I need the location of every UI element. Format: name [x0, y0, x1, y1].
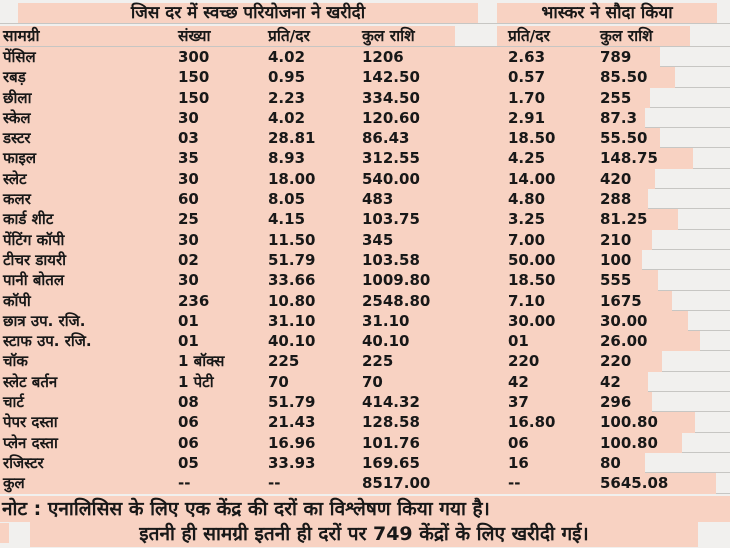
table-body	[0, 47, 730, 494]
row-highlight	[0, 47, 660, 67]
cell-total-project: 345	[362, 230, 394, 249]
cell-rate-bhaskar: 3.25	[508, 210, 546, 229]
cell-material: पेपर दस्ता	[3, 413, 58, 432]
table-row	[0, 412, 730, 432]
cell-rate-project: 11.50	[268, 230, 316, 249]
cell-material: चॉक	[3, 352, 28, 371]
group-header-row	[0, 3, 730, 24]
cell-rate-bhaskar: 220	[508, 352, 540, 371]
col-header-qty: संख्या	[178, 27, 211, 45]
cell-material: कलर	[3, 190, 31, 209]
cell-rate-project: 4.02	[268, 108, 306, 127]
col-header-rate-bhaskar: प्रति/दर	[508, 27, 550, 45]
row-highlight	[0, 372, 648, 392]
row-highlight	[0, 88, 650, 108]
table-row	[0, 88, 730, 108]
row-highlight	[0, 67, 675, 87]
row-highlight	[0, 209, 678, 229]
cell-rate-bhaskar: 37	[508, 393, 529, 412]
cell-material: डस्टर	[3, 129, 31, 148]
row-highlight	[0, 311, 688, 331]
cell-rate-project: 16.96	[268, 433, 316, 452]
cell-material: स्टाफ उप. रजि.	[3, 332, 92, 351]
cell-total-bhaskar: 55.50	[600, 129, 648, 148]
cell-rate-project: 40.10	[268, 332, 316, 351]
row-highlight	[0, 291, 672, 311]
cell-rate-project: 51.79	[268, 250, 316, 269]
cell-rate-bhaskar: 18.50	[508, 129, 556, 148]
cell-qty: 02	[178, 250, 199, 269]
row-highlight	[0, 453, 645, 473]
cell-material: प्लेन दस्ता	[3, 433, 58, 452]
cell-total-project: 540.00	[362, 169, 420, 188]
table-row	[0, 148, 730, 168]
cell-qty: 08	[178, 393, 199, 412]
table-row	[0, 108, 730, 128]
row-highlight	[0, 270, 658, 290]
group-header-bhaskar: भास्कर ने सौदा किया	[541, 3, 673, 23]
row-highlight	[0, 148, 693, 168]
cell-total-project: 128.58	[362, 413, 420, 432]
cell-total-project: 86.43	[362, 129, 410, 148]
cell-qty: --	[178, 474, 191, 493]
cell-total-bhaskar: 85.50	[600, 68, 648, 87]
cell-material: स्केल	[3, 108, 31, 127]
cell-total-project: 31.10	[362, 311, 410, 330]
cell-rate-bhaskar: 7.10	[508, 291, 546, 310]
cell-total-bhaskar: 555	[600, 271, 632, 290]
cell-rate-bhaskar: 18.50	[508, 271, 556, 290]
cell-material: रबड़	[3, 68, 26, 87]
cell-material: पेंसिल	[3, 48, 36, 66]
cell-rate-bhaskar: 06	[508, 433, 529, 452]
cell-rate-project: 18.00	[268, 169, 316, 188]
cell-rate-project: 8.93	[268, 149, 306, 168]
table-row	[0, 128, 730, 148]
cell-qty: 06	[178, 413, 199, 432]
cell-qty: 30	[178, 230, 199, 249]
cell-rate-project: 225	[268, 352, 300, 371]
footer-note	[0, 496, 730, 547]
cell-qty: 1 बॉक्स	[178, 352, 225, 371]
cell-total-bhaskar: 100.80	[600, 433, 658, 452]
cell-total-project: 1206	[362, 48, 404, 66]
table-row	[0, 473, 730, 493]
cell-total-project: 334.50	[362, 88, 420, 107]
cell-qty: 30	[178, 169, 199, 188]
table-row	[0, 169, 730, 189]
cell-total-project: 1009.80	[362, 271, 431, 290]
cell-total-bhaskar: 210	[600, 230, 632, 249]
cell-rate-project: 4.02	[268, 48, 306, 66]
note-line-2: इतनी ही सामग्री इतनी ही दरों पर 749 केंद्रों के लिए खरीदी गई।	[30, 522, 698, 547]
cell-material: पानी बोतल	[3, 271, 65, 290]
cell-rate-bhaskar: 16	[508, 453, 529, 472]
cell-total-project: 70	[362, 372, 383, 391]
row-highlight	[0, 412, 695, 432]
cell-rate-bhaskar: --	[508, 474, 521, 493]
cell-rate-bhaskar: 50.00	[508, 250, 556, 269]
cell-total-project: 103.58	[362, 250, 420, 269]
cell-total-bhaskar: 420	[600, 169, 632, 188]
table-row	[0, 47, 730, 67]
cell-rate-bhaskar: 42	[508, 372, 529, 391]
cell-rate-bhaskar: 4.80	[508, 190, 546, 209]
cell-rate-bhaskar: 0.57	[508, 68, 546, 87]
cell-total-bhaskar: 148.75	[600, 149, 658, 168]
table-row	[0, 230, 730, 250]
cell-qty: 03	[178, 129, 199, 148]
row-highlight	[0, 128, 660, 148]
cell-qty: 60	[178, 190, 199, 209]
cell-total-bhaskar: 30.00	[600, 311, 648, 330]
cell-qty: 30	[178, 108, 199, 127]
row-highlight	[0, 169, 655, 189]
cell-total-bhaskar: 100.80	[600, 413, 658, 432]
cell-rate-project: 2.23	[268, 88, 306, 107]
cell-material: कॉपी	[3, 291, 31, 310]
purchase-comparison-table	[0, 3, 730, 494]
col-header-total-project: कुल राशि	[362, 27, 415, 45]
cell-rate-project: --	[268, 474, 281, 493]
row-highlight	[0, 331, 700, 351]
col-header-material: सामग्री	[3, 27, 40, 45]
cell-material: रजिस्टर	[3, 453, 44, 472]
cell-rate-bhaskar: 2.63	[508, 48, 546, 66]
row-highlight	[0, 433, 682, 453]
cell-total-project: 312.55	[362, 149, 420, 168]
cell-rate-project: 10.80	[268, 291, 316, 310]
cell-total-bhaskar: 87.3	[600, 108, 638, 127]
table-row	[0, 351, 730, 371]
cell-total-project: 483	[362, 190, 394, 209]
cell-total-bhaskar: 1675	[600, 291, 642, 310]
cell-material: स्लेट	[3, 169, 27, 188]
cell-rate-bhaskar: 14.00	[508, 169, 556, 188]
cell-total-bhaskar: 42	[600, 372, 621, 391]
cell-rate-bhaskar: 16.80	[508, 413, 556, 432]
table-row	[0, 453, 730, 473]
cell-rate-bhaskar: 30.00	[508, 311, 556, 330]
cell-qty: 1 पेटी	[178, 372, 214, 391]
cell-total-project: 142.50	[362, 68, 420, 87]
cell-total-project: 103.75	[362, 210, 420, 229]
cell-qty: 236	[178, 291, 210, 310]
cell-total-project: 40.10	[362, 332, 410, 351]
cell-material: कार्ड शीट	[3, 210, 54, 229]
table-row	[0, 392, 730, 412]
cell-total-bhaskar: 220	[600, 352, 632, 371]
cell-material: कुल	[3, 474, 25, 493]
cell-total-bhaskar: 80	[600, 453, 621, 472]
table-row	[0, 209, 730, 229]
cell-total-bhaskar: 296	[600, 393, 632, 412]
cell-total-project: 8517.00	[362, 474, 431, 493]
cell-rate-project: 0.95	[268, 68, 306, 87]
row-highlight	[0, 230, 652, 250]
table-row	[0, 331, 730, 351]
cell-total-project: 414.32	[362, 393, 420, 412]
note-line-1: नोट : एनालिसिस के लिए एक केंद्र की दरों का विश्लेषण किया गया है।	[0, 496, 730, 522]
table-row	[0, 311, 730, 331]
cell-material: पेंटिंग कॉपी	[3, 230, 65, 249]
cell-total-project: 225	[362, 352, 394, 371]
cell-qty: 150	[178, 88, 210, 107]
cell-rate-project: 8.05	[268, 190, 306, 209]
cell-total-bhaskar: 288	[600, 190, 632, 209]
cell-qty: 25	[178, 210, 199, 229]
cell-rate-bhaskar: 2.91	[508, 108, 546, 127]
row-highlight	[0, 189, 648, 209]
cell-total-bhaskar: 26.00	[600, 332, 648, 351]
row-highlight	[0, 108, 645, 128]
cell-total-project: 2548.80	[362, 291, 431, 310]
cell-rate-project: 4.15	[268, 210, 306, 229]
row-highlight	[0, 392, 652, 412]
cell-total-project: 169.65	[362, 453, 420, 472]
table-row	[0, 433, 730, 453]
cell-rate-bhaskar: 1.70	[508, 88, 546, 107]
column-header-row	[0, 26, 730, 47]
row-highlight	[0, 351, 662, 371]
cell-qty: 300	[178, 48, 210, 66]
cell-rate-project: 51.79	[268, 393, 316, 412]
cell-material: स्लेट बर्तन	[3, 372, 58, 391]
group-header-project: जिस दर में स्वच्छ परियोजना ने खरीदी	[130, 3, 366, 23]
cell-total-project: 120.60	[362, 108, 420, 127]
cell-qty: 06	[178, 433, 199, 452]
table-row	[0, 67, 730, 87]
cell-rate-project: 33.93	[268, 453, 316, 472]
cell-qty: 150	[178, 68, 210, 87]
cell-total-bhaskar: 789	[600, 48, 632, 66]
cell-qty: 01	[178, 311, 199, 330]
cell-qty: 05	[178, 453, 199, 472]
cell-qty: 35	[178, 149, 199, 168]
cell-material: चार्ट	[3, 393, 24, 412]
cell-rate-bhaskar: 7.00	[508, 230, 546, 249]
table-row	[0, 372, 730, 392]
col-header-rate-project: प्रति/दर	[268, 27, 310, 45]
col-header-total-bhaskar: कुल राशि	[600, 27, 653, 45]
table-row	[0, 291, 730, 311]
table-row	[0, 250, 730, 270]
cell-qty: 01	[178, 332, 199, 351]
cell-qty: 30	[178, 271, 199, 290]
cell-rate-bhaskar: 4.25	[508, 149, 546, 168]
cell-material: टीचर डायरी	[3, 250, 66, 269]
note-left-sliver	[0, 523, 9, 543]
cell-total-bhaskar: 255	[600, 88, 632, 107]
cell-total-bhaskar: 81.25	[600, 210, 648, 229]
cell-rate-project: 33.66	[268, 271, 316, 290]
cell-total-bhaskar: 5645.08	[600, 474, 669, 493]
cell-total-project: 101.76	[362, 433, 420, 452]
cell-rate-project: 70	[268, 372, 289, 391]
cell-rate-project: 28.81	[268, 129, 316, 148]
table-row	[0, 189, 730, 209]
cell-material: फाइल	[3, 149, 36, 168]
cell-total-bhaskar: 100	[600, 250, 632, 269]
table-row	[0, 270, 730, 290]
cell-rate-project: 31.10	[268, 311, 316, 330]
cell-material: छीला	[3, 88, 32, 107]
cell-material: छात्र उप. रजि.	[3, 311, 86, 330]
cell-rate-project: 21.43	[268, 413, 316, 432]
cell-rate-bhaskar: 01	[508, 332, 529, 351]
